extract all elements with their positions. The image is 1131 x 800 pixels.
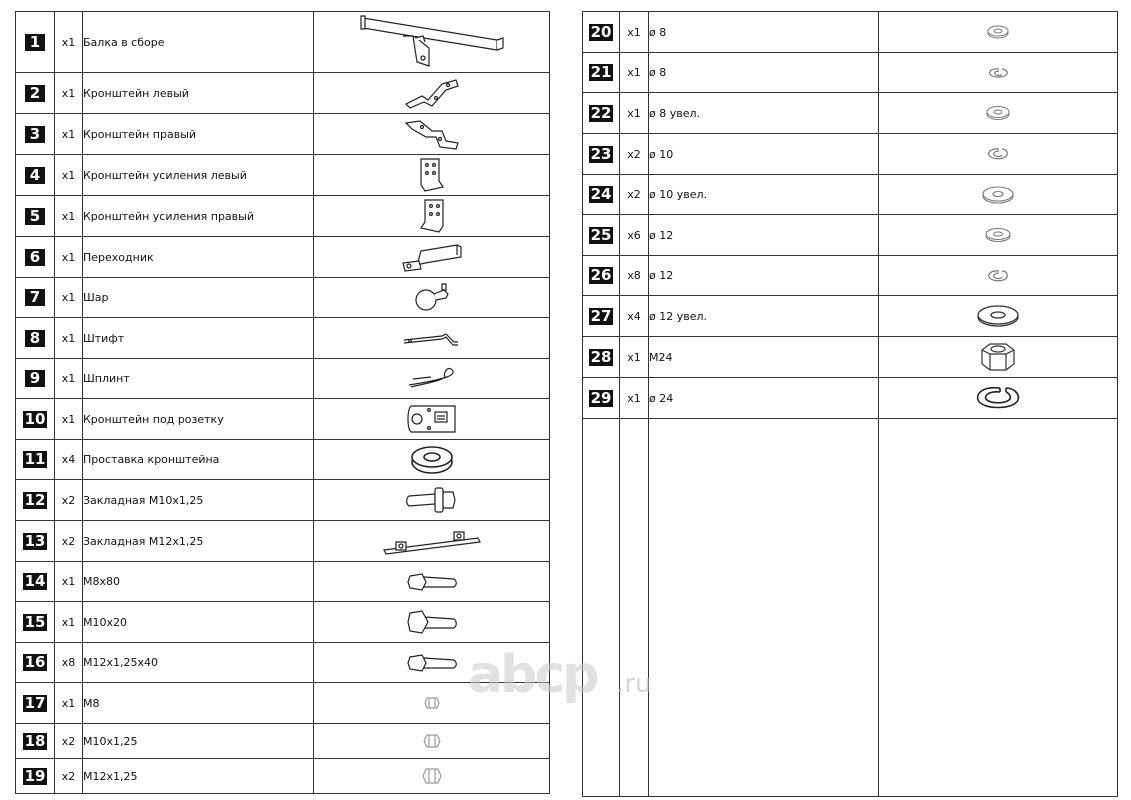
item-name: Переходник [83, 237, 314, 278]
tow-ball-icon [412, 280, 452, 316]
table-row [583, 12, 1118, 53]
table-row [16, 12, 550, 73]
item-number-badge: 22 [590, 103, 612, 122]
item-quantity: x1 [55, 196, 83, 237]
item-quantity: x1 [55, 683, 83, 724]
item-quantity: x1 [620, 337, 649, 378]
washer-icon [976, 304, 1020, 328]
table-row [16, 440, 550, 480]
item-quantity: x6 [620, 215, 649, 256]
item-number-badge: 15 [24, 612, 46, 631]
embedded-bolt-icon [405, 484, 459, 516]
table-row [16, 399, 550, 440]
item-name: ø 12 [649, 215, 879, 256]
item-name: Шплинт [83, 359, 314, 399]
spring-washer-icon [986, 146, 1010, 162]
item-name: M12x1,25 [83, 759, 314, 794]
washer-icon [984, 227, 1012, 243]
table-row [16, 759, 550, 794]
item-number-badge: 11 [24, 450, 46, 468]
item-number-badge: 7 [25, 289, 45, 306]
item-number-badge: 28 [590, 347, 612, 366]
item-quantity: x1 [620, 93, 649, 134]
item-name: Закладная М10x1,25 [83, 480, 314, 521]
table-row [16, 359, 550, 399]
item-quantity: x8 [55, 643, 83, 683]
item-quantity: x2 [620, 175, 649, 215]
item-quantity: x1 [55, 237, 83, 278]
item-number-badge: 24 [590, 185, 612, 203]
spring-washer-icon [974, 384, 1022, 412]
item-number-badge: 18 [24, 731, 46, 750]
item-name: ø 12 увел. [649, 296, 879, 337]
watermark-logo [468, 648, 668, 708]
washer-icon [986, 25, 1010, 39]
watermark-brand: abcp [468, 648, 597, 705]
spacer-icon [409, 444, 455, 476]
nut-icon [422, 767, 442, 785]
item-quantity: x1 [55, 399, 83, 440]
table-row [583, 53, 1118, 93]
table-row [583, 337, 1118, 378]
item-quantity: x8 [620, 256, 649, 296]
item-name: ø 12 [649, 256, 879, 296]
item-quantity: x1 [55, 155, 83, 196]
item-number-badge: 26 [590, 266, 612, 284]
item-quantity: x2 [620, 134, 649, 175]
table-row [16, 562, 550, 602]
item-number-badge: 5 [25, 208, 45, 225]
item-name: Балка в сборе [83, 12, 314, 73]
table-row [583, 296, 1118, 337]
nut-icon [423, 733, 441, 749]
item-number-badge: 21 [590, 63, 612, 81]
spring-washer-icon [987, 66, 1009, 80]
item-number-badge: 25 [590, 225, 612, 244]
item-quantity: x1 [55, 278, 83, 318]
item-name: Кронштейн усиления левый [83, 155, 314, 196]
item-name: Кронштейн под розетку [83, 399, 314, 440]
item-number-badge: 10 [24, 409, 46, 428]
table-row [16, 196, 550, 237]
item-name: Кронштейн правый [83, 114, 314, 155]
table-row [16, 237, 550, 278]
table-row [583, 215, 1118, 256]
table-row [16, 155, 550, 196]
table-row [16, 521, 550, 562]
embedded-plate-icon [382, 526, 482, 556]
bolt-icon [406, 651, 458, 675]
item-quantity: x1 [620, 53, 649, 93]
washer-icon [981, 185, 1015, 205]
item-number-badge: 8 [25, 330, 45, 347]
item-name: M10x1,25 [83, 724, 314, 759]
bracket-right-icon [402, 117, 462, 151]
item-number-badge: 13 [24, 531, 46, 550]
item-number-badge: 6 [25, 249, 45, 266]
item-name: Проставка кронштейна [83, 440, 314, 480]
item-number-badge: 23 [590, 144, 612, 163]
table-row [583, 175, 1118, 215]
item-name: Шар [83, 278, 314, 318]
table-row [583, 419, 1118, 797]
item-number-badge: 17 [24, 693, 46, 712]
item-number-badge: 3 [25, 126, 45, 143]
item-quantity: x1 [55, 602, 83, 643]
item-name: Кронштейн левый [83, 73, 314, 114]
nut-icon [424, 696, 440, 710]
item-name: ø 24 [649, 378, 879, 419]
watermark-suffix: .ru [616, 669, 652, 699]
item-quantity: x4 [55, 440, 83, 480]
item-name: M8 [83, 683, 314, 724]
bolt-icon [406, 570, 458, 594]
table-row [583, 378, 1118, 419]
cotter-pin-icon [407, 367, 457, 391]
item-name: Кронштейн усиления правый [83, 196, 314, 237]
item-number-badge: 9 [25, 370, 45, 387]
item-name: M10x20 [83, 602, 314, 643]
item-name: Штифт [83, 318, 314, 359]
item-name: M12x1,25x40 [83, 643, 314, 683]
table-row [583, 256, 1118, 296]
item-quantity: x2 [55, 521, 83, 562]
item-number-badge: 19 [24, 766, 46, 785]
item-name: ø 8 [649, 12, 879, 53]
bolt-icon [406, 609, 458, 635]
table-row [16, 480, 550, 521]
reinforcement-plate-icon [417, 157, 447, 193]
item-number-badge: 4 [25, 167, 45, 184]
table-row [16, 724, 550, 759]
washer-icon [985, 105, 1011, 121]
hex-nut-icon [980, 342, 1016, 372]
item-number-badge: 14 [24, 572, 46, 590]
item-quantity: x1 [55, 359, 83, 399]
item-name: M8x80 [83, 562, 314, 602]
item-number-badge: 1 [25, 34, 45, 51]
pin-icon [402, 328, 462, 348]
adapter-icon [399, 241, 465, 273]
item-quantity: x1 [55, 73, 83, 114]
item-name: ø 8 [649, 53, 879, 93]
item-quantity: x2 [55, 480, 83, 521]
item-quantity: x1 [55, 318, 83, 359]
item-quantity: x1 [55, 562, 83, 602]
table-row [583, 93, 1118, 134]
item-quantity: x2 [55, 759, 83, 794]
table-row [16, 114, 550, 155]
socket-bracket-icon [405, 402, 459, 436]
item-name: Закладная М12x1,25 [83, 521, 314, 562]
item-quantity: x2 [55, 724, 83, 759]
item-name: ø 10 увел. [649, 175, 879, 215]
spring-washer-icon [986, 268, 1010, 284]
beam-assembly-icon [357, 14, 507, 70]
table-row [16, 318, 550, 359]
table-row [16, 602, 550, 643]
item-number-badge: 29 [590, 388, 612, 407]
table-row [583, 134, 1118, 175]
item-quantity: x1 [55, 12, 83, 73]
item-name: ø 8 увел. [649, 93, 879, 134]
reinforcement-plate-icon [417, 198, 447, 234]
item-quantity: x1 [620, 12, 649, 53]
item-quantity: x1 [55, 114, 83, 155]
item-quantity: x1 [620, 378, 649, 419]
item-number-badge: 20 [590, 22, 612, 41]
table-row [16, 278, 550, 318]
bracket-left-icon [402, 76, 462, 110]
item-number-badge: 16 [24, 653, 46, 671]
table-row [16, 73, 550, 114]
item-number-badge: 27 [590, 306, 612, 325]
item-quantity: x4 [620, 296, 649, 337]
item-number-badge: 12 [24, 490, 46, 509]
item-number-badge: 2 [25, 85, 45, 102]
item-name: M24 [649, 337, 879, 378]
item-name: ø 10 [649, 134, 879, 175]
